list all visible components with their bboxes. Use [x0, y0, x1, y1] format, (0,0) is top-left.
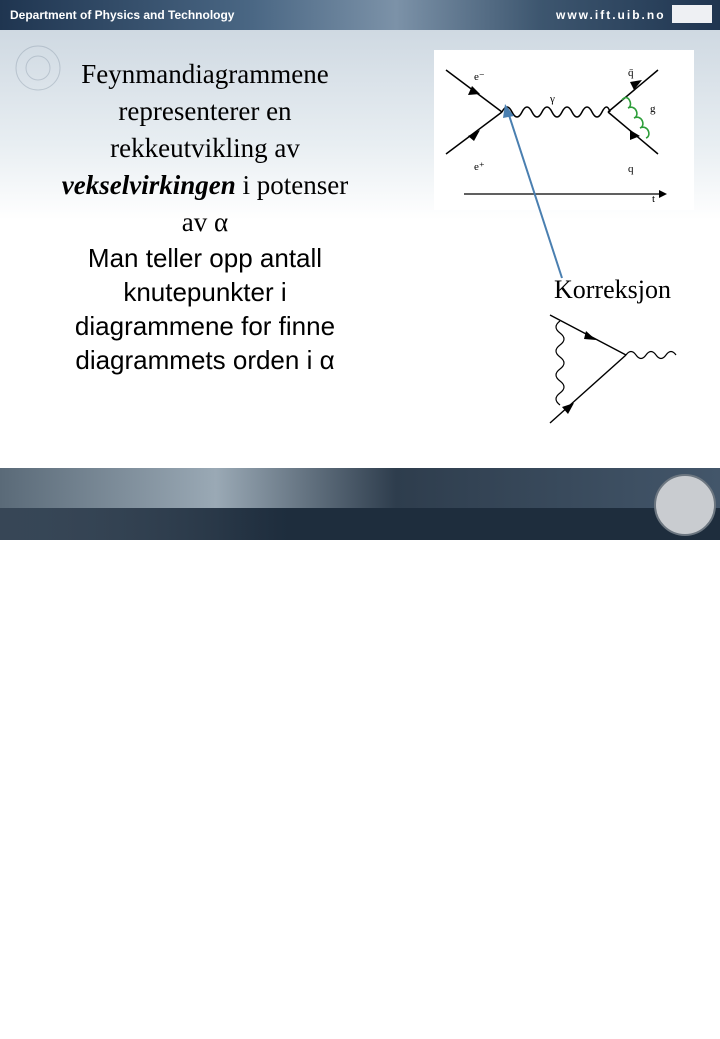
time-arrow: [659, 190, 667, 198]
text-line-3: rekkeutvikling av: [110, 133, 300, 163]
website-url[interactable]: www.ift.uib.no: [556, 8, 666, 22]
header-bar: [0, 0, 720, 30]
label-quark: q: [628, 163, 634, 175]
outgoing-photon: [626, 352, 676, 359]
correction-label: Korreksjon: [554, 275, 671, 304]
text-line-2: representerer en: [118, 96, 292, 126]
text-line-9: diagrammets orden i α: [75, 345, 335, 375]
positron-arrow: [468, 130, 480, 141]
annotation-arrow-line: [508, 112, 562, 278]
slide-text: [10, 56, 400, 377]
footer-bar: [0, 508, 720, 1038]
university-seal-icon: [654, 474, 716, 536]
text-line-6: Man teller opp antall: [87, 243, 323, 273]
vertex-lower-line: [550, 355, 626, 423]
label-antiquark: q̄: [628, 67, 634, 79]
text-line-1: Feynmandiagrammene: [81, 59, 329, 89]
label-time: t: [652, 193, 656, 205]
header-box: [672, 5, 712, 23]
text-line-7: knutepunkter i: [123, 277, 287, 307]
internal-photon: [556, 321, 564, 405]
correction-diagram: [530, 305, 690, 435]
emphasis-word: vekselvirkingen: [61, 170, 236, 200]
annotation-arrow-head: [503, 104, 514, 118]
label-e-plus: e⁺: [474, 161, 485, 173]
text-line-4-rest: i potenser: [235, 170, 349, 200]
text-line-5: av α: [181, 207, 229, 237]
text-line-4: [10, 167, 400, 204]
vertex-upper-arrow: [584, 331, 596, 340]
label-gluon: g: [650, 103, 656, 115]
university-name: The University of Bergen: [370, 1021, 595, 1038]
vertex-lower-arrow: [562, 403, 574, 414]
annotation-arrow: [490, 100, 580, 285]
gluon-line: [622, 98, 649, 138]
department-title: Department of Physics and Technology: [10, 8, 235, 22]
label-gamma: γ: [550, 93, 555, 105]
text-line-8: diagrammene for finne: [74, 311, 336, 341]
label-e-minus: e⁻: [474, 71, 485, 83]
